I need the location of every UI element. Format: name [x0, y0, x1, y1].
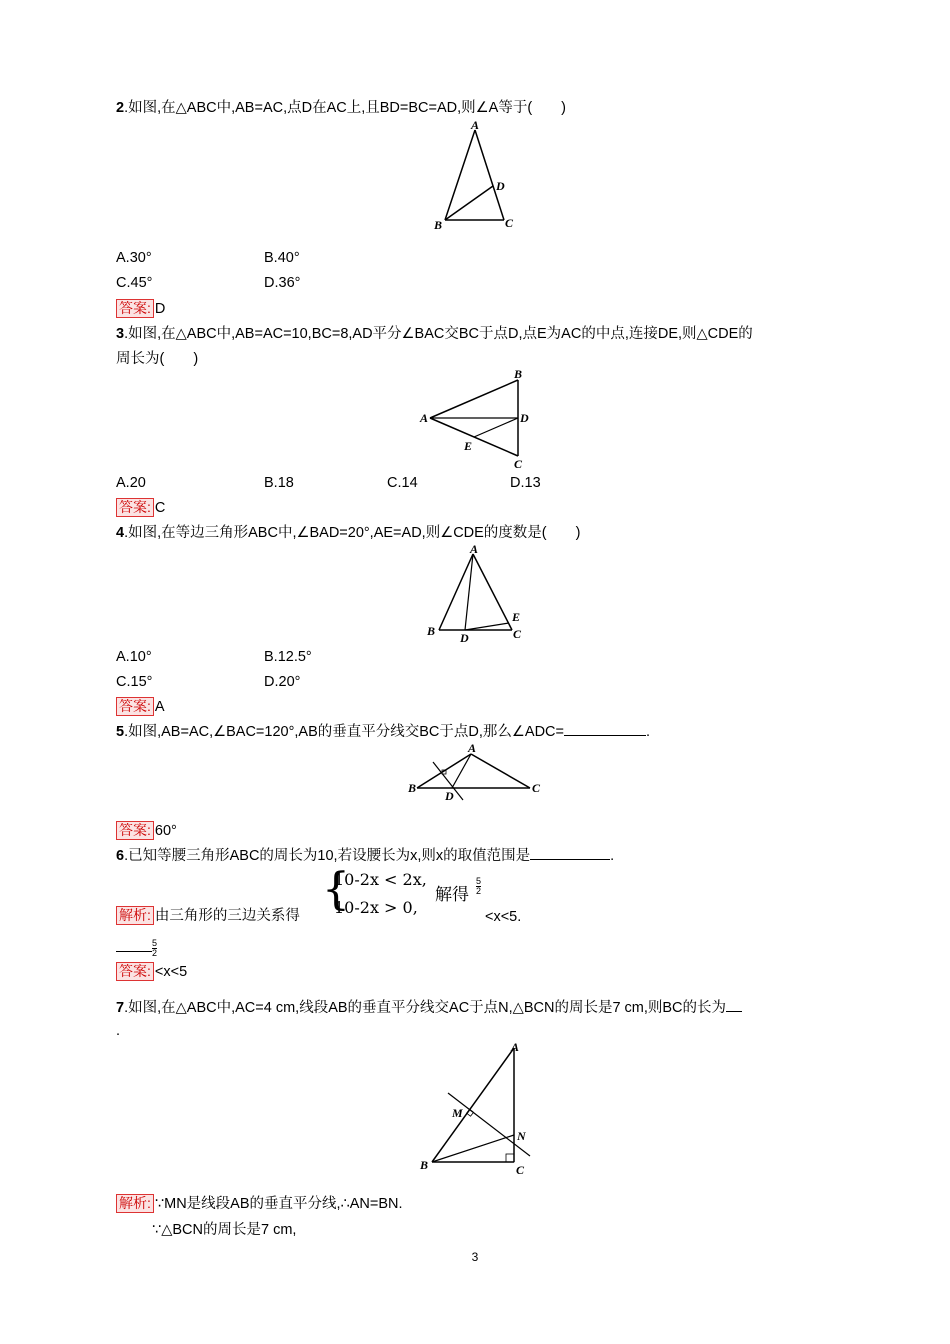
analysis-end: <x<5. — [485, 909, 522, 925]
label-B: B — [434, 218, 443, 232]
analysis-text-1: ∵MN是线段AB的垂直平分线,∴AN=BN. — [154, 1196, 403, 1212]
answer-value: A — [154, 699, 165, 715]
period: . — [610, 848, 615, 864]
answer-tag: 答案: — [116, 498, 154, 517]
analysis-tag: 解析: — [116, 1194, 154, 1213]
label-C: C — [505, 216, 514, 230]
figure-q2 — [430, 120, 520, 239]
label-E: E — [512, 610, 521, 624]
option-a: A.10° — [116, 649, 152, 665]
question-text: .如图,在△ABC中,AB=AC,点D在AC上,且BD=BC=AD,则∠A等于( ) — [124, 100, 566, 116]
label-M: M — [452, 1106, 463, 1120]
frac-numerator: 5 — [476, 876, 482, 886]
triangle-diagram — [418, 368, 538, 473]
question-3-stem — [116, 324, 753, 344]
frac-denominator: 2 — [476, 886, 482, 896]
answer-tag: 答案: — [116, 697, 154, 716]
answer-value: 60° — [154, 823, 177, 839]
question-text: .已知等腰三角形ABC的周长为10,若设腰长为x,则x的取值范围是 — [124, 848, 531, 864]
inequality-system — [322, 866, 492, 922]
option-b: B.40° — [264, 250, 300, 266]
question-number: 5 — [116, 724, 125, 740]
question-number: 2 — [116, 100, 125, 116]
analysis-tag: 解析: — [116, 906, 154, 925]
option-d: D.13 — [510, 475, 541, 491]
answer-q6 — [116, 962, 187, 982]
analysis-text-2: ∵△BCN的周长是7 cm, — [152, 1222, 297, 1238]
question-number: 3 — [116, 326, 125, 342]
answer-tag: 答案: — [116, 962, 154, 981]
inequality-2: 10-2x > 0, — [334, 898, 418, 917]
figure-q7 — [418, 1038, 543, 1182]
option-b: B.18 — [264, 475, 294, 491]
answer-q3 — [116, 498, 165, 518]
analysis-text: 由三角形的三边关系得 — [154, 908, 300, 924]
analysis-q7 — [116, 1194, 403, 1214]
answer-blank — [564, 735, 646, 736]
period: . — [645, 724, 651, 740]
answer-value: C — [154, 500, 166, 516]
label-N: N — [517, 1129, 526, 1143]
question-text: .如图,AB=AC,∠BAC=120°,AB的垂直平分线交BC于点D,那么∠ADC= — [124, 724, 564, 740]
answer-q2 — [116, 299, 165, 319]
triangle-diagram — [405, 740, 550, 805]
answer-blank — [530, 859, 610, 860]
label-E: E — [464, 439, 473, 453]
answer-q4 — [116, 697, 165, 717]
question-number: 7 — [116, 1000, 125, 1016]
option-a: A.30° — [116, 250, 152, 266]
spacer-underline — [116, 951, 152, 952]
label-A: A — [471, 118, 480, 132]
question-4-stem — [116, 523, 580, 543]
fraction-5-2 — [476, 877, 481, 896]
question-5-stem — [116, 722, 650, 742]
label-C: C — [513, 627, 522, 641]
solve-word: 解得 — [435, 885, 469, 904]
option-b: B.12.5° — [264, 649, 312, 665]
option-a: A.20 — [116, 475, 146, 491]
figure-q4 — [425, 542, 530, 651]
page-number: 3 — [471, 1250, 479, 1264]
triangle-diagram — [425, 542, 530, 647]
label-C: C — [516, 1163, 525, 1177]
answer-value: <x<5 — [154, 964, 188, 980]
answer-fraction-row — [116, 938, 157, 958]
figure-q3 — [418, 368, 538, 477]
question-text: .如图,在△ABC中,AB=AC=10,BC=8,AD平分∠BAC交BC于点D,点E为AC的中点,连接DE,则△CDE的 — [124, 326, 753, 342]
answer-value: D — [154, 301, 166, 317]
inequality-1: 10-2x < 2x, — [334, 870, 427, 889]
label-A: A — [468, 741, 477, 755]
option-d: D.20° — [264, 674, 301, 690]
option-c: C.45° — [116, 275, 153, 291]
answer-tag: 答案: — [116, 299, 154, 318]
label-D: D — [520, 411, 529, 425]
label-C: C — [514, 457, 523, 471]
question-2-stem — [116, 98, 566, 118]
answer-tag: 答案: — [116, 821, 154, 840]
label-D: D — [496, 179, 505, 193]
label-C: C — [532, 781, 541, 795]
question-text: .如图,在△ABC中,AC=4 cm,线段AB的垂直平分线交AC于点N,△BCN的周长是7 cm,则BC的长为 — [124, 1000, 727, 1016]
question-3-stem-line2: 周长为( ) — [116, 351, 199, 367]
triangle-diagram — [418, 1038, 543, 1178]
option-c: C.15° — [116, 674, 153, 690]
answer-q5 — [116, 821, 177, 841]
option-c: C.14 — [387, 475, 418, 491]
question-number: 4 — [116, 525, 125, 541]
analysis-q6 — [116, 906, 300, 926]
question-7-stem — [116, 998, 742, 1018]
label-A: A — [420, 411, 429, 425]
label-B: B — [427, 624, 436, 638]
brace-symbol: { — [322, 864, 350, 915]
fraction-5-2 — [152, 939, 157, 958]
figure-q5 — [405, 740, 550, 809]
question-6-stem — [116, 846, 614, 866]
question-number: 6 — [116, 848, 125, 864]
label-D: D — [445, 789, 454, 803]
label-B: B — [408, 781, 417, 795]
triangle-diagram — [430, 120, 520, 235]
label-A: A — [470, 542, 479, 556]
question-text: .如图,在等边三角形ABC中,∠BAD=20°,AE=AD,则∠CDE的度数是( ) — [124, 525, 581, 541]
label-A: A — [511, 1040, 520, 1054]
option-d: D.36° — [264, 275, 301, 291]
label-B: B — [514, 367, 523, 381]
label-D: D — [460, 631, 469, 645]
question-7-period: . — [116, 1023, 121, 1039]
answer-blank — [726, 1011, 742, 1012]
frac-numerator: 5 — [152, 937, 158, 948]
label-B: B — [420, 1158, 429, 1172]
frac-denominator: 2 — [152, 947, 158, 958]
